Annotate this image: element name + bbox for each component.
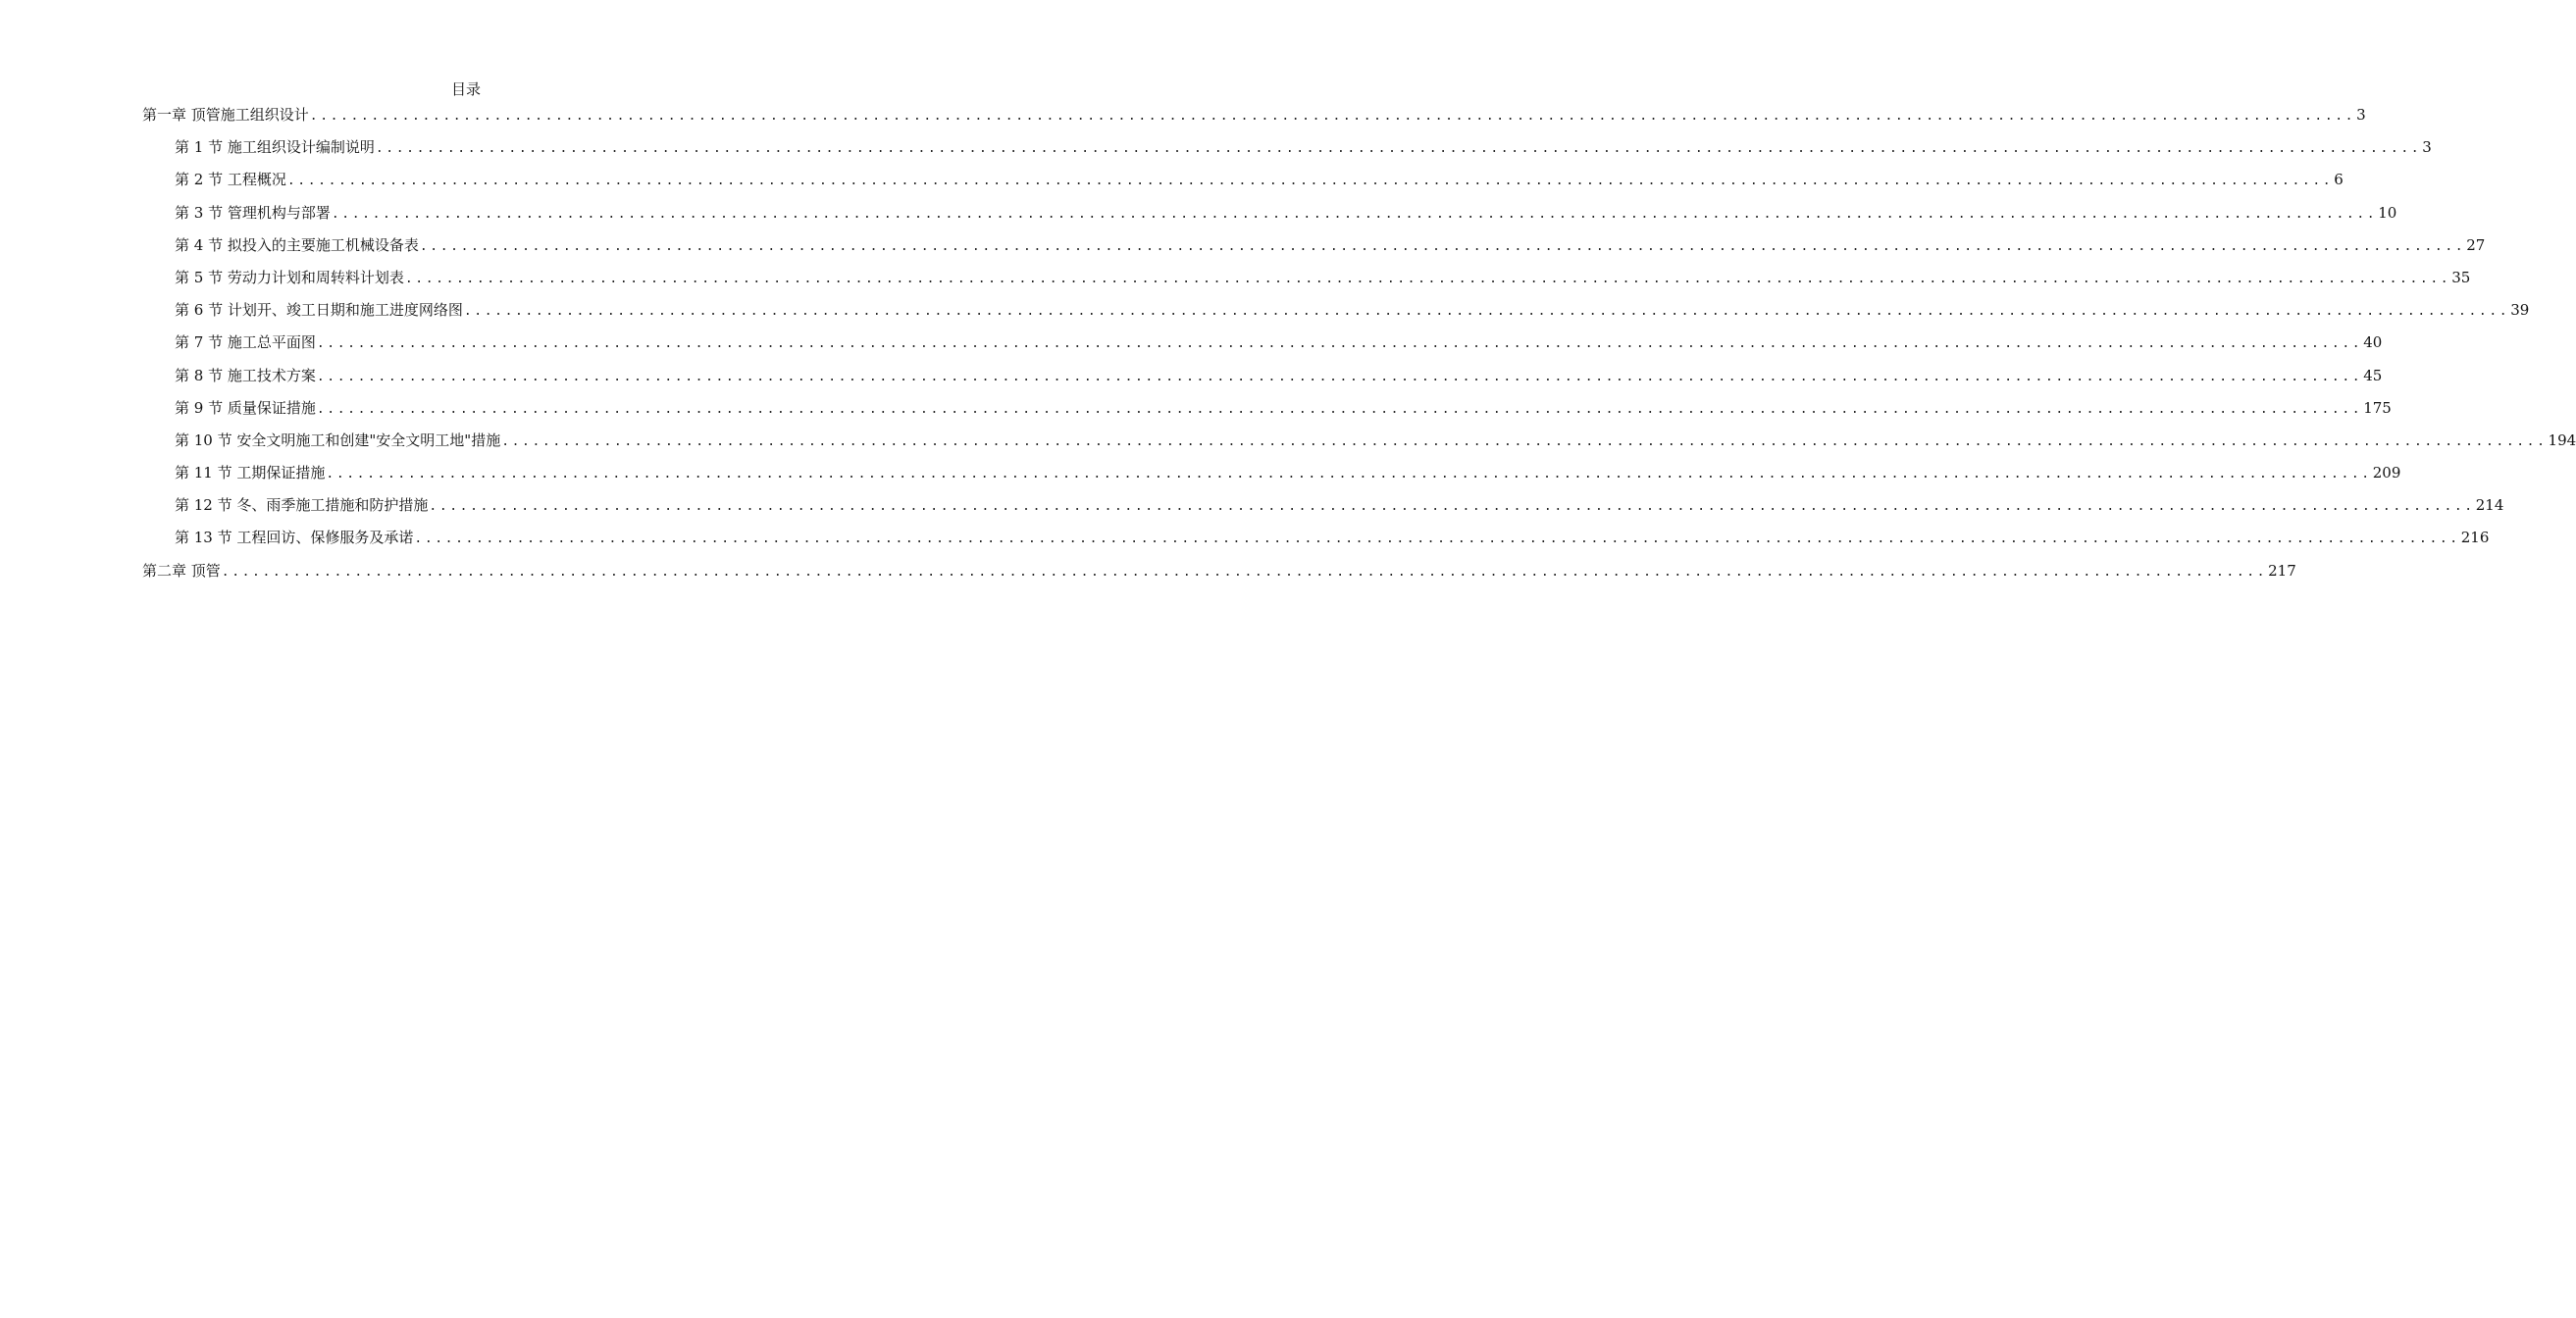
toc-entry[interactable] [142,104,2366,136]
toc-entry[interactable] [142,430,2576,462]
toc-entry-page: 3 [2356,106,2366,124]
toc-entry-page: 6 [2334,171,2344,189]
toc-dot-leader: ........................................................................................................................................................................................................ [375,141,2422,157]
toc-entry-label: 第一章 顶管施工组织设计 [142,106,309,124]
toc-entry-page: 216 [2460,529,2490,547]
toc-dot-leader: ........................................................................................................................................................................................................ [404,271,2451,286]
toc-entry-label: 第二章 顶管 [142,561,221,580]
toc-entry-page: 194 [2548,431,2576,449]
toc-entry-label: 第 8 节 施工技术方案 [175,366,316,384]
toc-entry-page: 27 [2466,235,2486,254]
toc-entry-page: 175 [2363,398,2392,417]
toc-entry-page: 35 [2451,268,2471,286]
table-of-contents [142,104,2576,592]
toc-entry[interactable] [142,560,2296,592]
toc-entry-label: 第 12 节 冬、雨季施工措施和防护措施 [175,496,429,515]
toc-dot-leader: ........................................................................................................................................................................................................ [316,401,2363,417]
toc-entry[interactable] [142,169,2344,201]
toc-dot-leader: ........................................................................................................................................................................................................ [419,238,2466,254]
toc-entry-label: 第 3 节 管理机构与部署 [175,203,331,222]
toc-entry-label: 第 5 节 劳动力计划和周转料计划表 [175,268,404,286]
toc-entry-label: 第 1 节 施工组织设计编制说明 [175,138,375,157]
toc-entry[interactable] [142,462,2401,494]
toc-entry[interactable] [142,267,2471,299]
toc-entry-page: 40 [2363,333,2383,352]
toc-entry[interactable] [142,494,2504,527]
toc-dot-leader: ........................................................................................................................................................................................................ [286,174,2334,189]
toc-entry[interactable] [142,365,2383,397]
toc-entry[interactable] [142,299,2530,331]
toc-dot-leader: ........................................................................................................................................................................................................ [414,532,2460,547]
toc-entry-label: 第 7 节 施工总平面图 [175,333,316,352]
toc-dot-leader: ........................................................................................................................................................................................................ [316,369,2363,384]
toc-entry[interactable] [142,397,2392,430]
toc-entry[interactable] [142,331,2383,364]
toc-dot-leader: ........................................................................................................................................................................................................ [221,564,2268,580]
toc-title: 目录 [450,80,481,98]
toc-dot-leader: ........................................................................................................................................................................................................ [326,467,2372,482]
toc-entry-label: 第 2 节 工程概况 [175,171,286,189]
toc-dot-leader: ........................................................................................................................................................................................................ [501,433,2548,449]
toc-entry[interactable] [142,136,2432,169]
toc-entry[interactable] [142,202,2397,234]
toc-dot-leader: ........................................................................................................................................................................................................ [316,336,2363,352]
toc-dot-leader: ........................................................................................................................................................................................................ [309,109,2356,124]
toc-entry-page: 10 [2378,203,2397,222]
toc-entry-page: 3 [2422,138,2432,157]
toc-entry-page: 217 [2268,561,2296,580]
toc-entry[interactable] [142,234,2486,267]
toc-entry-page: 39 [2510,301,2530,320]
toc-entry-label: 第 10 节 安全文明施工和创建"安全文明工地"措施 [175,431,501,449]
toc-entry-page: 214 [2475,496,2504,515]
toc-entry-label: 第 13 节 工程回访、保修服务及承诺 [175,529,414,547]
toc-dot-leader: ........................................................................................................................................................................................................ [331,206,2378,222]
toc-dot-leader: ........................................................................................................................................................................................................ [463,304,2510,320]
toc-entry-page: 45 [2363,366,2383,384]
toc-entry-label: 第 9 节 质量保证措施 [175,398,316,417]
toc-dot-leader: ........................................................................................................................................................................................................ [429,499,2475,515]
toc-entry-label: 第 6 节 计划开、竣工日期和施工进度网络图 [175,301,463,320]
toc-entry-page: 209 [2372,464,2401,482]
toc-entry[interactable] [142,527,2490,559]
toc-entry-label: 第 4 节 拟投入的主要施工机械设备表 [175,235,419,254]
toc-entry-label: 第 11 节 工期保证措施 [175,464,326,482]
